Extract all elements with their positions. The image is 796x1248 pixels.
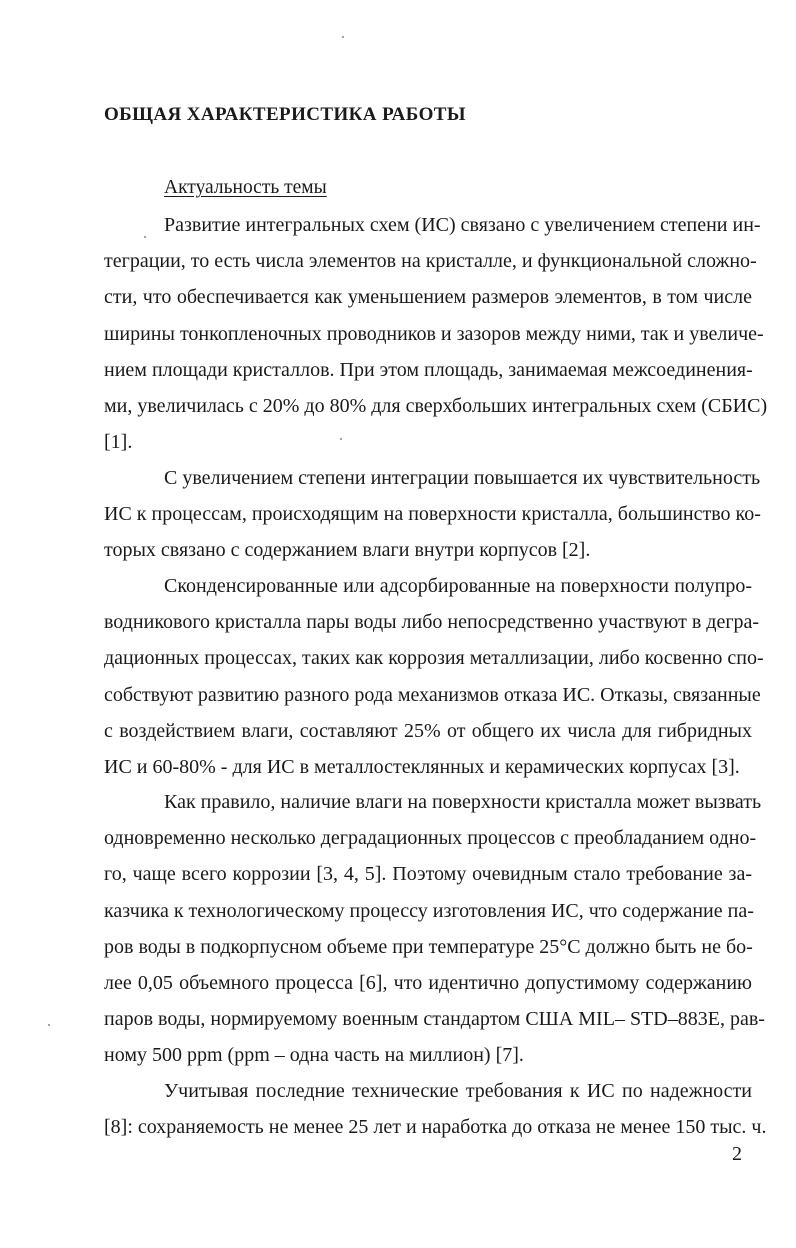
text-line: водникового кристалла пары воды либо непосредственно участвуют в дегра- bbox=[104, 611, 760, 634]
text-line: Развитие интегральных схем (ИС) связано с увеличением степени ин- bbox=[164, 214, 761, 236]
paragraph-1 bbox=[104, 207, 768, 460]
text-line: [8]: сохраняемость не менее 25 лет и наработка до отказа не менее 150 тыс. ч. bbox=[104, 1116, 767, 1139]
scan-speck bbox=[144, 236, 146, 238]
scan-speck bbox=[340, 438, 342, 440]
scan-speck bbox=[342, 36, 344, 38]
text-line: ров воды в подкорпусном объеме при температуре 25°С должно быть не бо- bbox=[104, 935, 753, 958]
text-line: нием площади кристаллов. При этом площадь, занимаемая межсоединения- bbox=[104, 358, 753, 381]
text-line: торых связано с содержанием влаги внутри корпусов [2]. bbox=[104, 539, 591, 562]
text-line: ИС и 60-80% - для ИС в металлостеклянных и керамических корпусах [3]. bbox=[104, 755, 740, 778]
text-line: Сконденсированные или адсорбированные на поверхности полупро- bbox=[164, 575, 752, 597]
text-line: сти, что обеспечивается как уменьшением размеров элементов, в том числе bbox=[104, 286, 752, 309]
paragraph-4 bbox=[104, 784, 765, 1074]
text-line: дационных процессах, таких как коррозия металлизации, либо косвенно спо- bbox=[104, 647, 764, 670]
scan-speck bbox=[48, 1024, 50, 1026]
text-line: ИС к процессам, происходящим на поверхности кристалла, большинство ко- bbox=[104, 503, 761, 526]
text-line: ному 500 ppm (ppm – одна часть на миллион) [7]. bbox=[104, 1044, 524, 1067]
text-line: ширины тонкопленочных проводников и зазоров между ними, так и увеличе- bbox=[104, 322, 764, 345]
subsection-heading: Актуальность темы bbox=[164, 177, 327, 198]
text-line: Как правило, наличие влаги на поверхности кристалла может вызвать bbox=[164, 791, 762, 813]
paragraph-2 bbox=[104, 460, 761, 569]
text-line: го, чаще всего коррозии [3, 4, 5]. Поэтому очевидным стало требование за- bbox=[104, 863, 752, 886]
text-line: собствуют развитию разного рода механизмов отказа ИС. Отказы, связанные bbox=[104, 683, 761, 706]
section-heading: ОБЩАЯ ХАРАКТЕРИСТИКА РАБОТЫ bbox=[104, 104, 466, 125]
text-line: С увеличением степени интеграции повышается их чувствительность bbox=[164, 467, 761, 489]
text-line: казчика к технологическому процессу изготовления ИС, что содержание па- bbox=[104, 899, 754, 922]
text-line: одновременно несколько деградационных процессов с преобладанием одно- bbox=[104, 827, 757, 850]
text-line: Учитывая последние технические требования к ИС по надежности bbox=[164, 1080, 752, 1102]
text-line: [1]. bbox=[104, 431, 133, 454]
paragraph-3 bbox=[104, 568, 764, 785]
text-line: ми, увеличилась с 20% до 80% для сверхбольших интегральных схем (СБИС) bbox=[104, 394, 768, 417]
page-number: 2 bbox=[732, 1143, 742, 1165]
text-line: паров воды, нормируемому военным стандартом США MIL– STD–883E, рав- bbox=[104, 1008, 765, 1031]
paragraph-5 bbox=[104, 1073, 767, 1145]
text-line: теграции, то есть числа элементов на кристалле, и функциональной сложно- bbox=[104, 250, 757, 273]
text-line: с воздействием влаги, составляют 25% от общего их числа для гибридных bbox=[104, 719, 752, 742]
text-line: лее 0,05 объемного процесса [6], что идентично допустимому содержанию bbox=[104, 971, 752, 994]
